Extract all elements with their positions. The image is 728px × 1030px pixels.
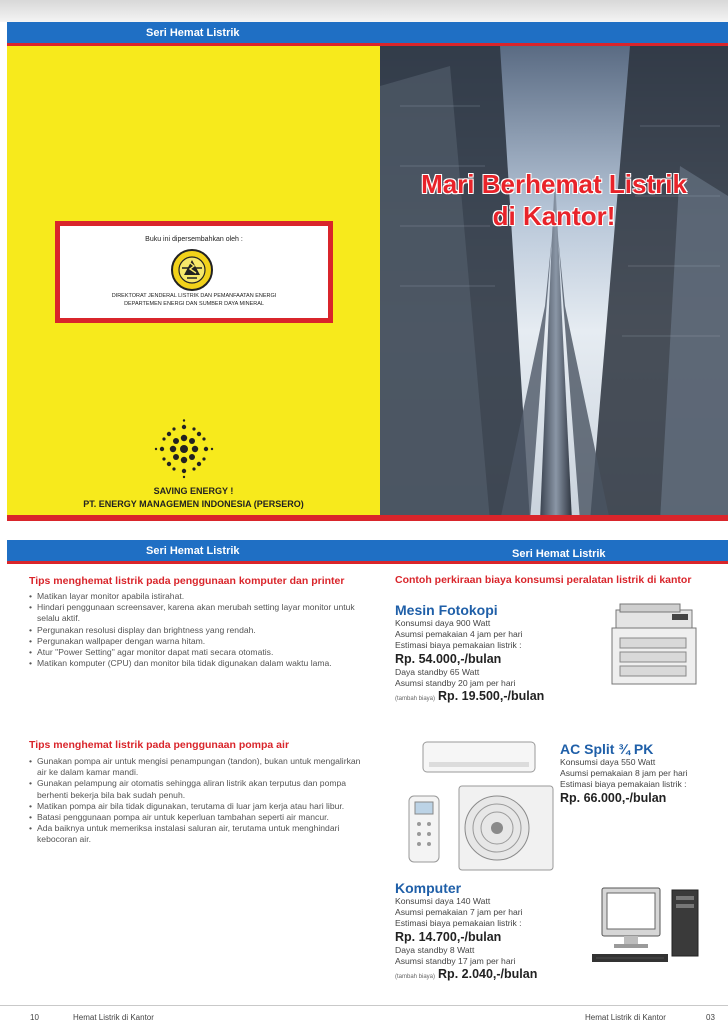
copier-block xyxy=(395,602,605,706)
computer-tip-item: • Atur "Power Setting" agar monitor dapat mati secara otomatis. xyxy=(29,647,365,658)
copier-extra-price: Rp. 19.500,-/bulan xyxy=(438,689,545,704)
ac-usage: Asumsi pemakaian 8 jam per hari xyxy=(560,768,688,779)
left-footer-text: Hemat Listrik di Kantor xyxy=(73,1013,154,1022)
photocopier-icon xyxy=(610,598,700,688)
left-series-label: Seri Hemat Listrik xyxy=(146,545,240,557)
headline-line-2: di Kantor! xyxy=(492,201,616,231)
headline-line-1: Mari Berhemat Listrik xyxy=(421,169,687,199)
computer-tip-item: • Pergunakan resolusi display dan brightness yang rendah. xyxy=(29,625,365,636)
right-footer-text: Hemat Listrik di Kantor xyxy=(585,1013,666,1022)
computer-standby-power: Daya standby 8 Watt xyxy=(395,944,475,955)
computer-tip-item: • Matikan layar monitor apabila istirahat. xyxy=(29,591,365,602)
saving-energy-tagline: SAVING ENERGY ! xyxy=(153,486,234,496)
computer-estimate-label: Estimasi biaya pemakaian listrik : xyxy=(395,918,522,929)
pump-tip-item: • Gunakan pelampung air otomatis sehingga aliran listrik akan terputus dan pompa berhenti bekerja bila bak sudah penuh. xyxy=(29,778,365,800)
copier-power: Konsumsi daya 900 Watt xyxy=(395,618,491,628)
copier-price: Rp. 54.000,-/bulan xyxy=(395,651,502,666)
ac-power: Konsumsi daya 550 Watt xyxy=(560,757,656,767)
computer-tips-title: Tips menghemat listrik pada penggunaan komputer dan printer xyxy=(29,575,345,587)
copier-extra-label: (tambah biaya) xyxy=(395,696,436,703)
copier-name: Mesin Fotokopi xyxy=(395,602,498,618)
cover-bottom-rule xyxy=(7,515,728,521)
ministry-emblem-icon xyxy=(170,248,214,292)
computer-tip-item: • Hindari penggunaan screensaver, karena akan merubah setting layar monitor untuk selalu aktif. xyxy=(29,602,365,624)
left-page-number: 10 xyxy=(30,1013,39,1022)
pump-tips-list xyxy=(29,756,365,846)
pump-tip-item: • Matikan pompa air bila tidak digunakan, terutama di luar jam kerja atau hari libur. xyxy=(29,801,365,812)
copier-usage: Asumsi pemakaian 4 jam per hari xyxy=(395,629,523,640)
cover-headline xyxy=(380,168,728,232)
scan-top-strip xyxy=(0,0,728,22)
ac-name: AC Split ¾ PK xyxy=(560,741,654,757)
air-conditioner-icon xyxy=(405,738,555,873)
cost-examples-title: Contoh perkiraan biaya konsumsi peralatan listrik di kantor xyxy=(395,574,692,586)
computer-tip-item: • Matikan komputer (CPU) dan monitor bila tidak digunakan dalam waktu lama. xyxy=(29,658,365,669)
desktop-computer-icon xyxy=(588,886,706,972)
presented-by-text: Buku ini dipersembahkan oleh : xyxy=(145,236,243,243)
computer-extra-price: Rp. 2.040,-/bulan xyxy=(438,967,538,982)
computer-standby-cost xyxy=(395,967,605,984)
footer-rule xyxy=(0,1005,728,1006)
saving-energy-logo-icon xyxy=(153,418,215,480)
pump-tips-title: Tips menghemat listrik pada penggunaan pompa air xyxy=(29,739,290,751)
computer-tips-list xyxy=(29,591,365,669)
right-series-label: Seri Hemat Listrik xyxy=(512,548,606,560)
company-name: PT. ENERGY MANAGEMEN INDONESIA (PERSERO) xyxy=(83,499,304,509)
copier-standby-cost xyxy=(395,689,605,706)
pump-tip-item: • Ada baiknya untuk memeriksa instalasi saluran air, terutama untuk menghindari kebocoran air. xyxy=(29,823,365,845)
sponsor-box xyxy=(55,221,333,323)
computer-standby-usage: Asumsi standby 17 jam per hari xyxy=(395,955,516,966)
right-page-number: 03 xyxy=(706,1013,715,1022)
ac-price: Rp. 66.000,-/bulan xyxy=(560,790,667,805)
ac-block xyxy=(560,741,728,806)
skyscraper-illustration xyxy=(380,46,728,521)
computer-name: Komputer xyxy=(395,880,462,896)
copier-standby-usage: Asumsi standby 20 jam per hari xyxy=(395,677,516,688)
ministry-line-2: DEPARTEMEN ENERGI DAN SUMBER DAYA MINERAL xyxy=(124,301,264,307)
computer-power: Konsumsi daya 140 Watt xyxy=(395,896,491,906)
ac-estimate-label: Estimasi biaya pemakaian listrik : xyxy=(560,779,687,790)
computer-usage: Asumsi pemakaian 7 jam per hari xyxy=(395,907,523,918)
pump-tip-item: • Gunakan pompa air untuk mengisi penampungan (tandon), bukan untuk mengalirkan air ke dalam kamar mandi. xyxy=(29,756,365,778)
copier-standby-power: Daya standby 65 Watt xyxy=(395,666,480,677)
ministry-line-1: DIREKTORAT JENDERAL LISTRIK DAN PEMANFAATAN ENERGI xyxy=(111,293,277,299)
office-skyscraper-photo xyxy=(380,46,728,521)
cover-header-band xyxy=(7,22,728,46)
computer-block xyxy=(395,880,605,984)
ministry-name xyxy=(60,292,328,308)
computer-extra-label: (tambah biaya) xyxy=(395,974,436,981)
computer-price: Rp. 14.700,-/bulan xyxy=(395,929,502,944)
copier-estimate-label: Estimasi biaya pemakaian listrik : xyxy=(395,640,522,651)
cover-series-label: Seri Hemat Listrik xyxy=(146,27,240,39)
pump-tip-item: • Batasi penggunaan pompa air untuk keperluan tambahan seperti air mancur. xyxy=(29,812,365,823)
computer-tip-item: • Pergunakan wallpaper dengan warna hitam. xyxy=(29,636,365,647)
